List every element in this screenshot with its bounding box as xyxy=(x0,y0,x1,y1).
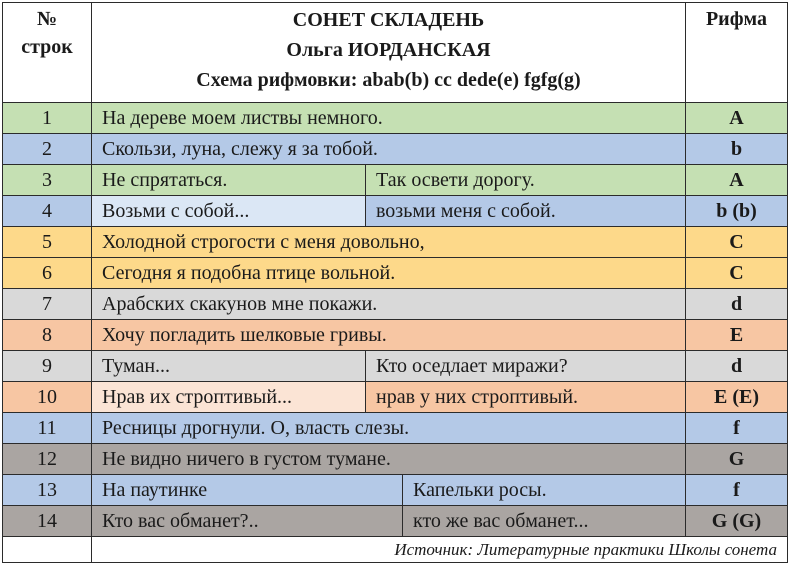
line-number: 13 xyxy=(3,475,92,506)
rhyme-scheme: Схема рифмовки: abab(b) cc dede(e) fgfg(g) xyxy=(196,69,581,91)
line-number: 8 xyxy=(3,320,92,351)
table-row xyxy=(3,289,788,320)
line-text-part-b: кто же вас обманет... xyxy=(403,506,686,537)
line-number: 7 xyxy=(3,289,92,320)
header-line-number xyxy=(3,3,92,103)
line-number: 9 xyxy=(3,351,92,382)
line-rhyme: A xyxy=(686,165,788,196)
line-rhyme: C xyxy=(686,258,788,289)
header-title-block xyxy=(92,3,686,103)
line-number: 1 xyxy=(3,103,92,134)
line-rhyme: b xyxy=(686,134,788,165)
line-number: 6 xyxy=(3,258,92,289)
line-rhyme: f xyxy=(686,413,788,444)
table-row xyxy=(3,196,788,227)
line-rhyme: E (E) xyxy=(686,382,788,413)
line-number: 2 xyxy=(3,134,92,165)
sonnet-title: СОНЕТ СКЛАДЕНЬ xyxy=(292,9,485,31)
line-rhyme: A xyxy=(686,103,788,134)
line-text-part-a: Не спрятаться. xyxy=(92,165,366,196)
line-text: Хочу погладить шелковые гривы. xyxy=(92,320,686,351)
table-row xyxy=(3,134,788,165)
line-text-part-a: Кто вас обманет?.. xyxy=(92,506,403,537)
header-lines-label: строк xyxy=(21,36,73,58)
line-text: Сегодня я подобна птице вольной. xyxy=(92,258,686,289)
line-rhyme: G xyxy=(686,444,788,475)
line-number: 11 xyxy=(3,413,92,444)
line-number: 4 xyxy=(3,196,92,227)
line-text-part-a: На паутинке xyxy=(92,475,403,506)
line-number: 5 xyxy=(3,227,92,258)
header-rhyme: Рифма xyxy=(686,3,788,103)
table-row xyxy=(3,258,788,289)
line-text-part-b: Кто оседлает миражи? xyxy=(366,351,686,382)
line-text-part-b: возьми меня с собой. xyxy=(366,196,686,227)
line-text-part-b: нрав у них строптивый. xyxy=(366,382,686,413)
table-row xyxy=(3,506,788,537)
line-text-part-a: Туман... xyxy=(92,351,366,382)
table-row xyxy=(3,475,788,506)
table-row xyxy=(3,382,788,413)
table-row xyxy=(3,320,788,351)
line-rhyme: G (G) xyxy=(686,506,788,537)
line-text: Ресницы дрогнули. О, власть слезы. xyxy=(92,413,686,444)
line-text-part-a: Возьми с собой... xyxy=(92,196,366,227)
line-text-part-b: Так освети дорогу. xyxy=(366,165,686,196)
line-rhyme: d xyxy=(686,289,788,320)
source-row xyxy=(3,537,788,563)
sonnet-author: Ольга ИОРДАНСКАЯ xyxy=(286,39,491,61)
sonnet-table xyxy=(2,2,788,563)
source-blank-cell xyxy=(3,537,92,563)
table-row xyxy=(3,444,788,475)
line-text-part-a: Нрав их строптивый... xyxy=(92,382,366,413)
line-text: Не видно ничего в густом тумане. xyxy=(92,444,686,475)
line-number: 10 xyxy=(3,382,92,413)
line-number: 3 xyxy=(3,165,92,196)
line-rhyme: d xyxy=(686,351,788,382)
line-number: 14 xyxy=(3,506,92,537)
line-rhyme: C xyxy=(686,227,788,258)
line-text: Скользи, луна, слежу я за тобой. xyxy=(92,134,686,165)
header-number-sign: № xyxy=(36,8,58,30)
line-number: 12 xyxy=(3,444,92,475)
table-row xyxy=(3,227,788,258)
line-text: Холодной строгости с меня довольно, xyxy=(92,227,686,258)
table-row xyxy=(3,351,788,382)
line-text: Арабских скакунов мне покажи. xyxy=(92,289,686,320)
line-text: На дереве моем листвы немного. xyxy=(92,103,686,134)
table-row xyxy=(3,165,788,196)
table-row xyxy=(3,103,788,134)
line-text-part-b: Капельки росы. xyxy=(403,475,686,506)
table-row xyxy=(3,413,788,444)
line-rhyme: f xyxy=(686,475,788,506)
source-note: Источник: Литературные практики Школы сонета xyxy=(92,537,788,563)
line-rhyme: b (b) xyxy=(686,196,788,227)
line-rhyme: E xyxy=(686,320,788,351)
